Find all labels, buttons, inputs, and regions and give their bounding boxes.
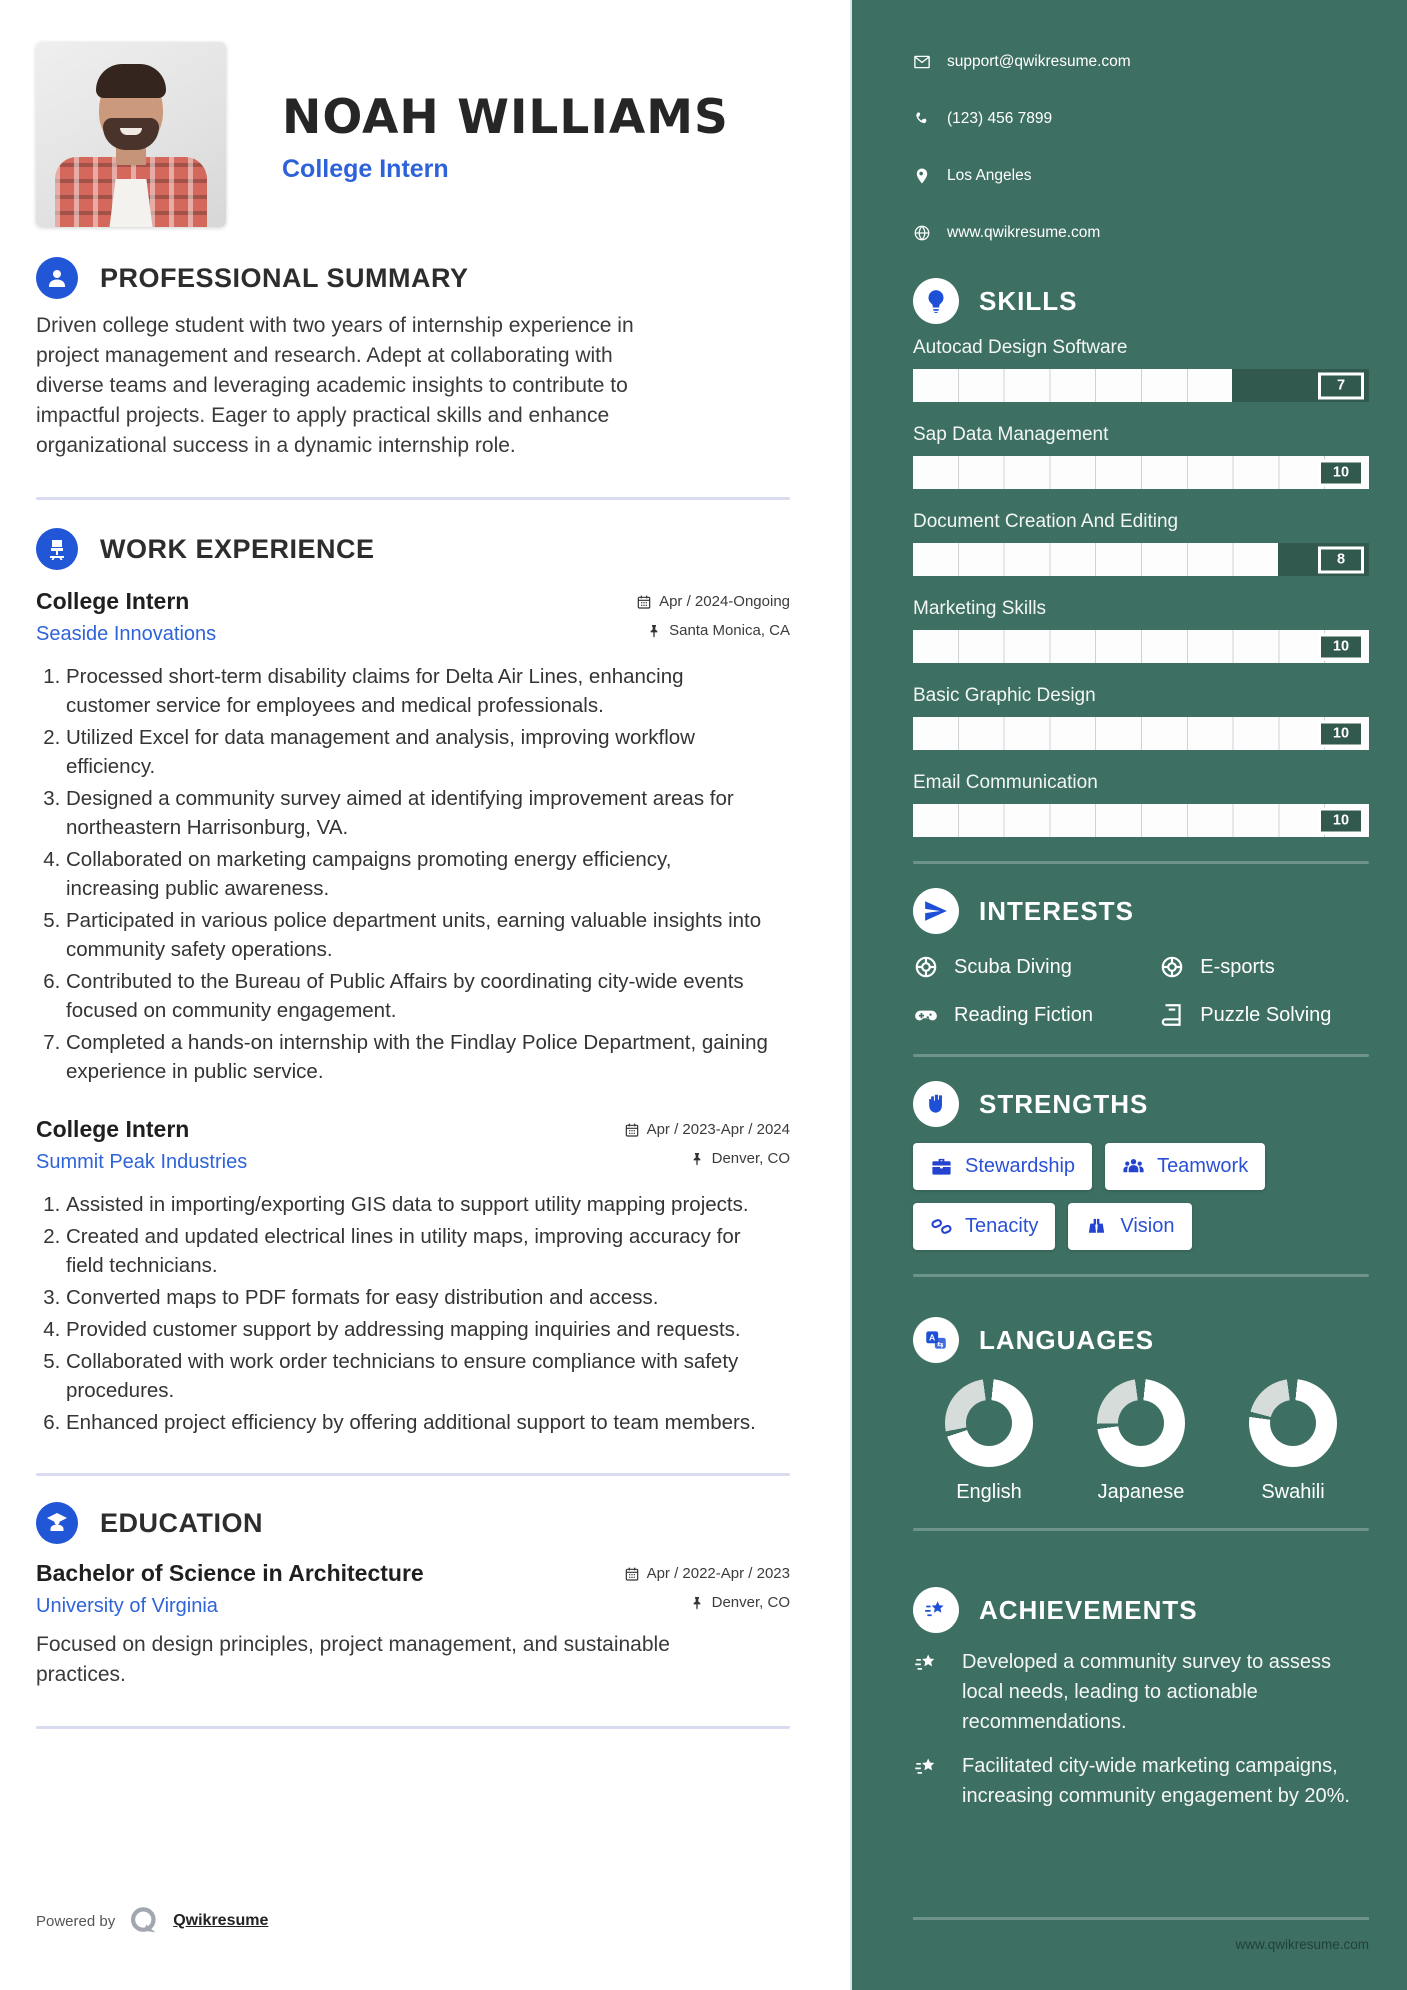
school-row — [36, 1587, 790, 1618]
contact-phone[interactable]: (123) 456 7899 — [947, 110, 1053, 127]
graduate-icon — [36, 1502, 78, 1544]
globe-icon — [913, 224, 931, 242]
interest-label: Puzzle Solving — [1200, 1003, 1332, 1026]
achievements-section — [913, 1587, 1369, 1811]
achievement-text: Developed a community survey to assess local needs, leading to actionable recommendations. — [962, 1651, 1332, 1733]
interest-label: Reading Fiction — [954, 1003, 1093, 1026]
section-divider — [36, 1726, 790, 1729]
job-bullet: 5. Collaborated with work order technicians to ensure compliance with safety procedures. — [66, 1347, 768, 1405]
name: NOAH WILLIAMS — [282, 90, 729, 145]
job-date — [636, 593, 790, 610]
language-label: Japanese — [1097, 1481, 1185, 1503]
sidebar-divider — [913, 1054, 1369, 1057]
interests-heading: INTERESTS — [979, 895, 1134, 926]
skill-bar-fill — [913, 456, 1369, 489]
job-bullet-list — [36, 662, 768, 1086]
strengths-heading-row — [913, 1081, 1369, 1127]
office-chair-icon — [36, 528, 78, 570]
job-bullet: 7. Completed a hands-on internship with the Findlay Police Department, gaining experience in public service. — [66, 1028, 768, 1086]
job-title: College Intern — [36, 588, 190, 614]
profile-photo — [36, 42, 226, 227]
skill-label: Email Communication — [913, 772, 1098, 793]
skill-item — [913, 424, 1369, 489]
education-date-text: Apr / 2022-Apr / 2023 — [646, 1565, 790, 1582]
skill-label: Autocad Design Software — [913, 337, 1128, 358]
summary-heading: PROFESSIONAL SUMMARY — [100, 262, 469, 293]
school-link[interactable]: University of Virginia — [36, 1595, 218, 1617]
languages-heading: LANGUAGES — [979, 1324, 1155, 1355]
team-icon — [1122, 1155, 1145, 1178]
achievements-list — [913, 1647, 1369, 1811]
achievements-heading-row — [913, 1587, 1369, 1633]
sidebar — [850, 0, 1407, 1990]
languages-section — [913, 1317, 1369, 1504]
work-heading: WORK EXPERIENCE — [100, 533, 375, 564]
fist-icon — [913, 1081, 959, 1127]
job-bullet: 3. Designed a community survey aimed at identifying improvement areas for northeastern Harrisonburg, VA. — [66, 784, 768, 842]
strength-label: Vision — [1120, 1215, 1175, 1237]
job-entry — [36, 1116, 790, 1437]
chain-icon — [930, 1215, 953, 1238]
strength-chip — [1068, 1203, 1191, 1250]
map-pin-icon — [913, 167, 931, 185]
skill-bar-fill — [913, 543, 1278, 576]
lifebuoy-icon — [913, 954, 939, 980]
skills-heading: SKILLS — [979, 285, 1078, 316]
summary-heading-row — [36, 257, 790, 299]
sidebar-footer-website[interactable]: www.qwikresume.com — [1235, 1937, 1369, 1952]
paper-plane-icon — [913, 888, 959, 934]
job-entry — [36, 588, 790, 1086]
contact-website-row — [913, 221, 1369, 245]
interest-item — [1159, 1000, 1369, 1030]
language-label: English — [956, 1481, 1022, 1503]
strength-chips — [913, 1143, 1333, 1250]
degree-title: Bachelor of Science in Architecture — [36, 1560, 424, 1586]
skill-label: Sap Data Management — [913, 424, 1109, 445]
photo-tee — [109, 179, 153, 227]
education-location-text: Denver, CO — [711, 1594, 790, 1611]
contact-phone-row — [913, 107, 1369, 131]
calendar-icon — [624, 1122, 640, 1138]
job-location — [689, 1150, 790, 1167]
shooting-star-icon — [913, 1587, 959, 1633]
strength-chip — [913, 1143, 1092, 1190]
education-heading: EDUCATION — [100, 1507, 263, 1538]
pushpin-icon — [689, 1151, 705, 1167]
interests-heading-row — [913, 888, 1369, 934]
job-location-text: Santa Monica, CA — [669, 622, 790, 639]
job-bullet: 4. Collaborated on marketing campaigns promoting energy efficiency, increasing public awareness. — [66, 845, 768, 903]
language-donut-chart — [1249, 1379, 1337, 1467]
skill-item — [913, 772, 1369, 837]
job-company-link[interactable]: Seaside Innovations — [36, 623, 217, 645]
interest-item — [1159, 952, 1369, 982]
achievement-text: Facilitated city-wide marketing campaigns, increasing community engagement by 20%. — [962, 1755, 1350, 1807]
skill-label: Basic Graphic Design — [913, 685, 1096, 706]
lightbulb-icon — [913, 278, 959, 324]
skill-bar — [913, 369, 1369, 402]
job-bullet: 2. Created and updated electrical lines in utility maps, improving accuracy for field technicians. — [66, 1222, 768, 1280]
skill-value-badge: 10 — [1318, 720, 1364, 747]
translate-icon — [913, 1317, 959, 1363]
skill-label: Document Creation And Editing — [913, 511, 1179, 532]
achievement-item — [913, 1647, 1369, 1737]
skill-bar — [913, 543, 1369, 576]
summary-section — [36, 257, 790, 461]
work-experience-section — [36, 528, 790, 1437]
job-bullet: 6. Enhanced project efficiency by offering additional support to team members. — [66, 1408, 768, 1437]
education-section — [36, 1502, 790, 1690]
identity — [282, 42, 729, 184]
svg-text:⇆: ⇆ — [937, 1339, 944, 1349]
sidebar-divider — [913, 861, 1369, 864]
skill-value-badge: 10 — [1318, 633, 1364, 660]
skills-section — [913, 278, 1369, 837]
gamepad-icon — [913, 1002, 939, 1028]
interest-label: E-sports — [1200, 955, 1275, 978]
photo-hair — [96, 64, 166, 98]
job-location — [646, 622, 790, 639]
pushpin-icon — [689, 1595, 705, 1611]
skill-bar-fill — [913, 804, 1369, 837]
skill-label: Marketing Skills — [913, 598, 1047, 619]
job-company-link[interactable]: Summit Peak Industries — [36, 1151, 248, 1173]
job-title-row — [36, 588, 790, 615]
page-footer — [36, 1904, 268, 1938]
qwikresume-link[interactable]: Qwikresume — [173, 1912, 269, 1929]
skill-item — [913, 511, 1369, 576]
language-donut-chart — [945, 1379, 1033, 1467]
section-divider — [36, 1473, 790, 1476]
interests-section — [913, 888, 1369, 1030]
skill-item — [913, 598, 1369, 663]
sidebar-divider — [913, 1274, 1369, 1277]
skill-bar — [913, 717, 1369, 750]
skill-value-badge: 7 — [1318, 372, 1364, 399]
book-icon — [1159, 1002, 1185, 1028]
job-title-row — [36, 1116, 790, 1143]
sidebar-footer — [913, 1917, 1369, 1954]
strength-label: Teamwork — [1157, 1155, 1249, 1177]
interest-label: Scuba Diving — [954, 955, 1072, 978]
education-date — [624, 1565, 790, 1582]
strength-chip — [913, 1203, 1055, 1250]
skill-bar-fill — [913, 717, 1369, 750]
photo-mouth — [120, 128, 142, 135]
skill-value-badge: 10 — [1318, 807, 1364, 834]
skill-bar-fill — [913, 630, 1369, 663]
education-heading-row — [36, 1502, 790, 1544]
strengths-section — [913, 1081, 1369, 1250]
contact-email[interactable]: support@qwikresume.com — [947, 53, 1131, 70]
education-description: Focused on design principles, project management, and sustainable practices. — [36, 1633, 670, 1686]
strength-label: Tenacity — [965, 1215, 1039, 1237]
calendar-icon — [636, 594, 652, 610]
skills-heading-row — [913, 278, 1369, 324]
job-title: College Intern — [36, 1116, 190, 1142]
job-bullet: 4. Provided customer support by addressing mapping inquiries and requests. — [66, 1315, 768, 1344]
skill-item — [913, 685, 1369, 750]
work-heading-row — [36, 528, 790, 570]
svg-text:A: A — [928, 1332, 936, 1343]
education-location — [689, 1594, 790, 1611]
achievement-item — [913, 1751, 1369, 1811]
job-bullet: 5. Participated in various police department units, earning valuable insights into community safety operations. — [66, 906, 768, 964]
job-bullet: 2. Utilized Excel for data management and analysis, improving workflow efficiency. — [66, 723, 768, 781]
contact-website[interactable]: www.qwikresume.com — [947, 224, 1101, 241]
powered-by-label: Powered by — [36, 1912, 116, 1930]
language-label: Swahili — [1261, 1481, 1325, 1503]
summary-text: Driven college student with two years of internship experience in project management and research. Adept at collaborating with diverse teams and leveraging academic insights to contribute to impactful projects. Eager to apply practical skills and enhance organizational success in a dynamic internship role. — [36, 314, 634, 457]
contact-email-row — [913, 50, 1369, 74]
skill-item — [913, 337, 1369, 402]
job-bullet: 1. Processed short-term disability claims for Delta Air Lines, enhancing customer service for employees and medical professionals. — [66, 662, 768, 720]
job-bullet: 3. Converted maps to PDF formats for easy distribution and access. — [66, 1283, 768, 1312]
strength-label: Stewardship — [965, 1155, 1076, 1177]
language-donut-chart — [1097, 1379, 1185, 1467]
skill-bar — [913, 630, 1369, 663]
phone-icon — [913, 110, 931, 128]
shooting-star-icon — [913, 1650, 940, 1677]
lifebuoy-icon — [1159, 954, 1185, 980]
interest-item — [913, 1000, 1159, 1030]
skill-value-badge: 10 — [1318, 459, 1364, 486]
briefcase-icon — [930, 1155, 953, 1178]
strengths-heading: STRENGTHS — [979, 1088, 1149, 1119]
job-date-text: Apr / 2023-Apr / 2024 — [646, 1121, 790, 1138]
language-donuts — [913, 1379, 1369, 1467]
strength-chip — [1105, 1143, 1265, 1190]
header — [36, 42, 790, 227]
job-location-text: Denver, CO — [711, 1150, 790, 1167]
envelope-icon — [913, 53, 931, 71]
job-company-row — [36, 1143, 790, 1174]
job-date — [624, 1121, 790, 1138]
sidebar-divider — [913, 1528, 1369, 1531]
skill-bar-fill — [913, 369, 1232, 402]
header-job-title: College Intern — [282, 155, 449, 183]
pushpin-icon — [646, 623, 662, 639]
job-date-text: Apr / 2024-Ongoing — [659, 593, 790, 610]
section-divider — [36, 497, 790, 500]
job-company-row — [36, 615, 790, 646]
shooting-star-icon — [913, 1754, 940, 1781]
interest-item — [913, 952, 1159, 982]
job-bullet-list — [36, 1190, 768, 1437]
education-entry — [36, 1560, 790, 1690]
skill-value-badge: 8 — [1318, 546, 1364, 573]
skill-bar — [913, 456, 1369, 489]
job-bullet: 1. Assisted in importing/exporting GIS data to support utility mapping projects. — [66, 1190, 768, 1219]
language-labels — [913, 1481, 1369, 1504]
qwikresume-logo-icon — [127, 1904, 161, 1938]
contact-location-row — [913, 164, 1369, 188]
person-icon — [36, 257, 78, 299]
calendar-icon — [624, 1566, 640, 1582]
contact-location: Los Angeles — [947, 167, 1032, 184]
job-bullet: 6. Contributed to the Bureau of Public Affairs by coordinating city-wide events focused on community engagement. — [66, 967, 768, 1025]
contact-list — [913, 50, 1369, 245]
skill-bar — [913, 804, 1369, 837]
degree-row — [36, 1560, 790, 1587]
languages-heading-row — [913, 1317, 1369, 1363]
binoculars-icon — [1085, 1215, 1108, 1238]
interests-grid — [913, 952, 1369, 1030]
achievements-heading: ACHIEVEMENTS — [979, 1594, 1198, 1625]
